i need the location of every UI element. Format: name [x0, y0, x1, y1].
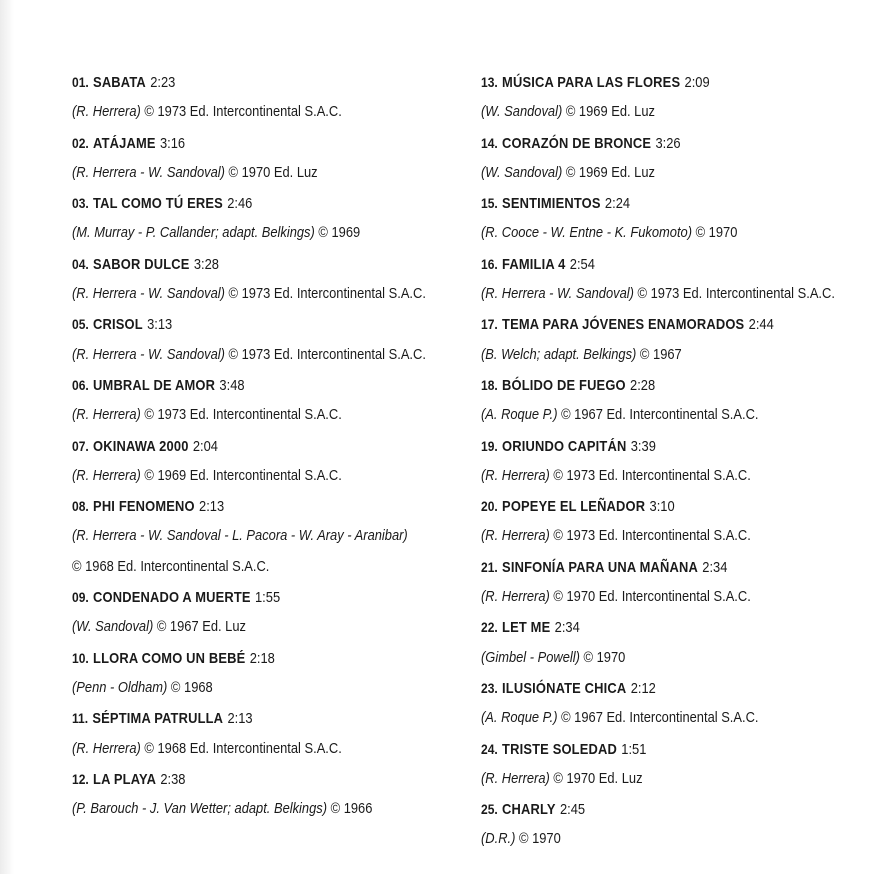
- track-duration: 2:34: [554, 619, 580, 637]
- track-duration: 2:12: [630, 679, 656, 697]
- track-publisher: © 1970 Ed. Luz: [224, 163, 318, 181]
- track-authors: (Gimbel - Powell): [481, 648, 580, 666]
- track-duration: 2:13: [199, 498, 225, 516]
- track-number: 17.: [481, 316, 498, 333]
- track-duration: 3:10: [649, 498, 675, 516]
- track-title: OKINAWA 2000: [93, 437, 189, 455]
- track-title: TRISTE SOLEDAD: [502, 740, 617, 758]
- track-credit-line: [72, 673, 407, 703]
- track-duration: 2:28: [630, 376, 656, 394]
- track-title-line: [72, 309, 407, 339]
- track-authors: (W. Sandoval): [481, 163, 563, 181]
- track-title: LA PLAYA: [93, 770, 157, 788]
- track-authors: (W. Sandoval): [481, 103, 563, 121]
- track-credit-line: [481, 643, 812, 673]
- track-credit-line: [481, 461, 812, 491]
- track-number: 25.: [481, 801, 498, 818]
- track-number: 21.: [481, 558, 498, 575]
- track-title-line: [481, 249, 812, 279]
- track-credit-line: [481, 824, 812, 854]
- track-publisher: © 1973 Ed. Intercontinental S.A.C.: [224, 285, 426, 303]
- track-publisher: © 1967 Ed. Intercontinental S.A.C.: [557, 406, 759, 424]
- track-credit-line: [72, 97, 407, 127]
- track-authors: (B. Welch; adapt. Belkings): [481, 345, 637, 363]
- track-title-line: [72, 249, 407, 279]
- track-credit-line: [481, 703, 812, 733]
- track-authors: (W. Sandoval): [72, 618, 154, 636]
- track-credit-line: [481, 218, 812, 248]
- track-publisher: © 1973 Ed. Intercontinental S.A.C.: [633, 285, 835, 303]
- track-authors: (R. Herrera): [72, 739, 141, 757]
- track-publisher: © 1969 Ed. Intercontinental S.A.C.: [140, 466, 342, 484]
- track-authors: (R. Herrera): [481, 588, 550, 606]
- track-authors: (R. Herrera - W. Sandoval): [72, 345, 225, 363]
- track-authors: (Penn - Oldham): [72, 678, 168, 696]
- track-duration: 2:54: [569, 255, 595, 273]
- track-number: 18.: [481, 376, 498, 393]
- track-title-line: [481, 128, 812, 158]
- track-publisher: © 1967: [636, 345, 682, 363]
- track-publisher: © 1967 Ed. Luz: [153, 618, 246, 636]
- track-credit-line: [481, 582, 812, 612]
- tracklist-right-column: [481, 67, 866, 855]
- track-duration: 2:13: [227, 710, 253, 728]
- track-authors: (R. Herrera): [481, 769, 550, 787]
- track-duration: 3:48: [219, 376, 245, 394]
- track-title: LLORA COMO UN BEBÉ: [93, 649, 246, 667]
- track-title-line: [72, 582, 407, 612]
- track-number: 09.: [72, 589, 89, 606]
- track-duration: 2:46: [227, 195, 253, 213]
- track-authors: (D.R.): [481, 830, 516, 848]
- track-authors: (R. Herrera - W. Sandoval - L. Pacora - W. Aray - Aranibar): [72, 527, 408, 545]
- track-number: 13.: [481, 74, 498, 90]
- track-publisher: © 1970 Ed. Intercontinental S.A.C.: [549, 588, 751, 606]
- track-credit-line: [481, 279, 835, 309]
- track-publisher: © 1969 Ed. Luz: [562, 103, 655, 121]
- track-duration: 2:24: [604, 195, 631, 213]
- track-title: BÓLIDO DE FUEGO: [502, 376, 626, 394]
- track-publisher: © 1968 Ed. Intercontinental S.A.C.: [140, 739, 342, 757]
- track-duration: 1:55: [255, 589, 281, 607]
- track-duration: 2:44: [748, 316, 774, 334]
- track-number: 22.: [481, 619, 498, 636]
- track-title: LET ME: [502, 619, 551, 637]
- track-title-line: [481, 370, 812, 400]
- track-credit-line: [481, 764, 812, 794]
- track-title-line: [72, 128, 407, 158]
- track-authors: (R. Cooce - W. Entne - K. Fukomoto): [481, 224, 693, 242]
- track-publisher: © 1967 Ed. Intercontinental S.A.C.: [557, 709, 759, 727]
- track-publisher: © 1973 Ed. Intercontinental S.A.C.: [549, 527, 751, 545]
- track-authors: (R. Herrera): [72, 406, 141, 424]
- track-title-line: [72, 764, 407, 794]
- track-authors: (M. Murray - P. Callander; adapt. Belkings): [72, 224, 315, 242]
- track-number: 16.: [481, 255, 498, 272]
- track-number: 23.: [481, 679, 498, 696]
- track-publisher: © 1973 Ed. Intercontinental S.A.C.: [140, 103, 342, 121]
- track-authors: (P. Barouch - J. Van Wetter; adapt. Belkings): [72, 800, 328, 818]
- track-publisher: © 1973 Ed. Intercontinental S.A.C.: [549, 466, 751, 484]
- track-credit-line: [481, 400, 812, 430]
- track-publisher: © 1970: [515, 830, 561, 848]
- track-credit-line: [481, 521, 812, 551]
- track-duration: 2:04: [192, 437, 218, 455]
- track-number: 14.: [481, 134, 498, 151]
- track-duration: 3:39: [630, 437, 656, 455]
- track-title-line: [481, 67, 812, 97]
- track-duration: 3:28: [193, 255, 219, 273]
- track-duration: 3:16: [159, 134, 186, 152]
- track-number: 10.: [72, 649, 89, 666]
- track-title-line: [72, 67, 407, 97]
- track-title: FAMILIA 4: [502, 255, 566, 273]
- track-publisher: © 1966: [327, 800, 373, 818]
- track-title: PHI FENOMENO: [93, 498, 195, 516]
- track-title-line: [481, 431, 812, 461]
- track-title: ATÁJAME: [93, 134, 156, 152]
- track-authors: (R. Herrera): [481, 527, 550, 545]
- track-title-line: [481, 552, 812, 582]
- page-edge-shadow: [0, 0, 14, 874]
- track-duration: 3:13: [147, 316, 173, 334]
- track-title-line: [72, 431, 407, 461]
- track-title-line: [481, 734, 812, 764]
- track-title: ILUSIÓNATE CHICA: [502, 679, 627, 697]
- track-title: MÚSICA PARA LAS FLORES: [502, 74, 681, 91]
- track-publisher: © 1969 Ed. Luz: [562, 163, 655, 181]
- track-publisher: © 1968 Ed. Intercontinental S.A.C.: [72, 557, 270, 575]
- track-publisher: © 1970: [579, 648, 626, 666]
- track-title-line: [481, 612, 812, 642]
- track-number: 24.: [481, 740, 498, 757]
- track-title-line: [481, 491, 812, 521]
- track-credit-line: [72, 340, 426, 370]
- track-duration: 2:34: [702, 558, 728, 576]
- track-title: ORIUNDO CAPITÁN: [502, 437, 627, 455]
- track-publisher: © 1969: [314, 224, 361, 242]
- track-number: 07.: [72, 437, 89, 454]
- track-publisher: © 1970 Ed. Luz: [549, 769, 643, 787]
- track-title-line: [72, 703, 407, 733]
- track-title-line: [72, 491, 407, 521]
- track-number: 20.: [481, 498, 498, 515]
- track-title: SINFONÍA PARA UNA MAÑANA: [502, 558, 699, 576]
- track-title: CHARLY: [502, 801, 556, 819]
- track-credit-line: [72, 400, 407, 430]
- track-credit-line: [72, 279, 426, 309]
- track-credit-line: [481, 340, 812, 370]
- track-duration: 1:51: [621, 740, 647, 758]
- track-authors: (A. Roque P.): [481, 709, 558, 727]
- track-title-line: [72, 188, 407, 218]
- track-duration: 2:23: [150, 74, 176, 91]
- track-number: 04.: [72, 255, 89, 272]
- track-title-line: [72, 643, 407, 673]
- track-authors: (R. Herrera): [481, 466, 550, 484]
- track-authors: (A. Roque P.): [481, 406, 558, 424]
- track-title: SENTIMIENTOS: [502, 195, 601, 213]
- track-number: 19.: [481, 437, 498, 454]
- track-title: SABOR DULCE: [93, 255, 190, 273]
- track-title: CONDENADO A MUERTE: [93, 589, 251, 607]
- track-number: 01.: [72, 74, 89, 90]
- track-duration: 3:26: [655, 134, 681, 152]
- track-number: 02.: [72, 134, 89, 151]
- track-title-line: [481, 673, 812, 703]
- track-number: 06.: [72, 376, 89, 393]
- track-credit-line: [72, 734, 407, 764]
- track-number: 12.: [72, 770, 89, 787]
- track-duration: 2:18: [249, 649, 275, 667]
- track-duration: 2:38: [160, 770, 186, 788]
- track-number: 03.: [72, 195, 89, 212]
- track-credit-line: [72, 218, 407, 248]
- track-title: UMBRAL DE AMOR: [93, 376, 216, 394]
- track-publisher: © 1973 Ed. Intercontinental S.A.C.: [224, 345, 426, 363]
- track-authors: (R. Herrera - W. Sandoval): [481, 285, 634, 303]
- track-credit-line: [72, 552, 407, 582]
- track-number: 08.: [72, 498, 89, 515]
- track-credit-line: [72, 521, 407, 551]
- track-title-line: [481, 794, 812, 824]
- track-title: TAL COMO TÚ ERES: [93, 195, 223, 213]
- track-title-line: [72, 370, 407, 400]
- track-publisher: © 1970: [692, 224, 738, 242]
- track-number: 05.: [72, 316, 89, 333]
- track-credit-line: [72, 461, 407, 491]
- tracklist-left-column: [72, 67, 462, 824]
- track-title: CRISOL: [93, 316, 143, 334]
- track-title-line: [481, 309, 812, 339]
- track-number: 11.: [72, 710, 89, 727]
- track-duration: 2:09: [684, 74, 710, 91]
- track-title: TEMA PARA JÓVENES ENAMORADOS: [502, 316, 745, 334]
- track-credit-line: [72, 794, 407, 824]
- track-title: CORAZÓN DE BRONCE: [502, 134, 652, 152]
- track-authors: (R. Herrera - W. Sandoval): [72, 285, 225, 303]
- track-title-line: [481, 188, 812, 218]
- track-credit-line: [72, 612, 407, 642]
- track-duration: 2:45: [559, 801, 586, 819]
- track-credit-line: [481, 158, 812, 188]
- track-title: POPEYE EL LEÑADOR: [502, 498, 646, 516]
- track-authors: (R. Herrera): [72, 103, 141, 121]
- track-authors: (R. Herrera - W. Sandoval): [72, 163, 225, 181]
- track-title: SABATA: [93, 74, 146, 91]
- track-publisher: © 1968: [167, 678, 213, 696]
- track-credit-line: [72, 158, 407, 188]
- track-authors: (R. Herrera): [72, 466, 141, 484]
- track-credit-line: [481, 97, 812, 127]
- track-publisher: © 1973 Ed. Intercontinental S.A.C.: [140, 406, 342, 424]
- track-number: 15.: [481, 195, 498, 212]
- track-title: SÉPTIMA PATRULLA: [92, 710, 224, 728]
